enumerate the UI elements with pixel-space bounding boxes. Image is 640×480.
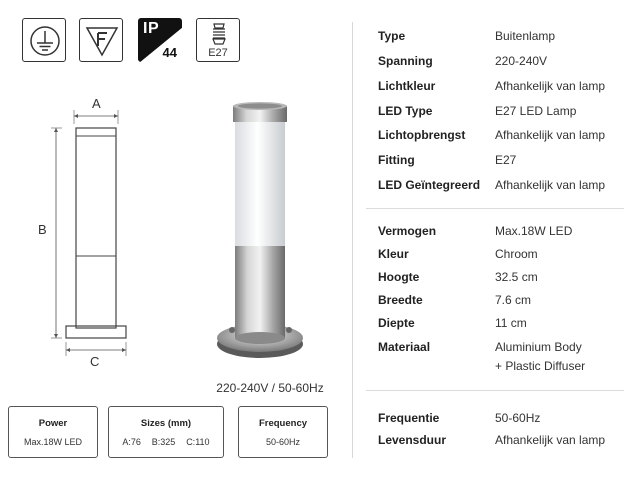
spec-label: Kleur <box>378 247 409 261</box>
power-value: Max.18W LED <box>23 437 83 447</box>
spec-label: Levensduur <box>378 433 447 447</box>
frequency-value: 50-60Hz <box>265 437 301 447</box>
spec-value: 50-60Hz <box>495 411 541 425</box>
sizes-title: Sizes (mm) <box>140 418 192 429</box>
protective-earth-icon <box>22 18 66 62</box>
spec-label: Breedte <box>378 293 423 307</box>
spec-label: Lichtkleur <box>378 79 436 93</box>
spec-value: Max.18W LED <box>495 224 573 238</box>
spec-value: 220-240V <box>495 54 548 68</box>
spec-label: LED Geïntegreerd <box>378 178 481 192</box>
spec-separator <box>366 390 624 391</box>
ip-label: IP <box>143 20 160 37</box>
spec-label: Spanning <box>378 54 433 68</box>
spec-value: Afhankelijk van lamp <box>495 128 606 142</box>
sizes-box <box>108 406 224 458</box>
f-mark-triangle-icon <box>79 18 123 62</box>
spec-value: 11 cm <box>495 316 527 330</box>
spec-value: Afhankelijk van lamp <box>495 178 606 192</box>
ip44-rating-icon <box>138 18 182 62</box>
spec-value: Afhankelijk van lamp <box>495 433 606 447</box>
spec-label: Vermogen <box>378 224 437 238</box>
frequency-title: Frequency <box>258 418 308 429</box>
spec-value: Buitenlamp <box>495 29 556 43</box>
spec-label: Hoogte <box>378 270 420 284</box>
product-image <box>205 98 315 370</box>
spec-label: Type <box>378 29 406 43</box>
spec-value: E27 <box>495 153 517 167</box>
spec-separator <box>366 208 624 209</box>
dimension-c-label: C <box>90 354 100 369</box>
spec-value: E27 LED Lamp <box>495 104 577 118</box>
vertical-divider <box>352 22 353 458</box>
spec-label: Diepte <box>378 316 415 330</box>
size-a-value: A:76 <box>122 437 141 447</box>
spec-label: Lichtopbrengst <box>378 128 466 142</box>
e27-label: E27 <box>208 47 228 59</box>
spec-value: 32.5 cm <box>495 270 538 284</box>
spec-value: Chroom <box>495 247 538 261</box>
spec-value: 7.6 cm <box>495 293 532 307</box>
spec-label: Fitting <box>378 153 415 167</box>
spec-value: + Plastic Diffuser <box>495 359 586 373</box>
frequency-box <box>238 406 328 458</box>
dimension-a-label: A <box>92 96 101 111</box>
voltage-frequency-caption: 220-240V / 50-60Hz <box>216 381 324 395</box>
spec-value: Afhankelijk van lamp <box>495 79 606 93</box>
spec-label: Frequentie <box>378 411 440 425</box>
dimension-drawing <box>40 92 150 374</box>
spec-label: LED Type <box>378 104 433 118</box>
dimension-b-label: B <box>38 222 47 237</box>
spec-value: Aluminium Body <box>495 340 582 354</box>
power-box <box>8 406 98 458</box>
spec-label: Materiaal <box>378 340 431 354</box>
size-b-value: B:325 <box>151 437 176 447</box>
ip-rating-number: 44 <box>162 45 177 60</box>
size-c-value: C:110 <box>186 437 210 447</box>
power-title: Power <box>38 418 68 429</box>
e27-bulb-icon <box>196 18 240 62</box>
